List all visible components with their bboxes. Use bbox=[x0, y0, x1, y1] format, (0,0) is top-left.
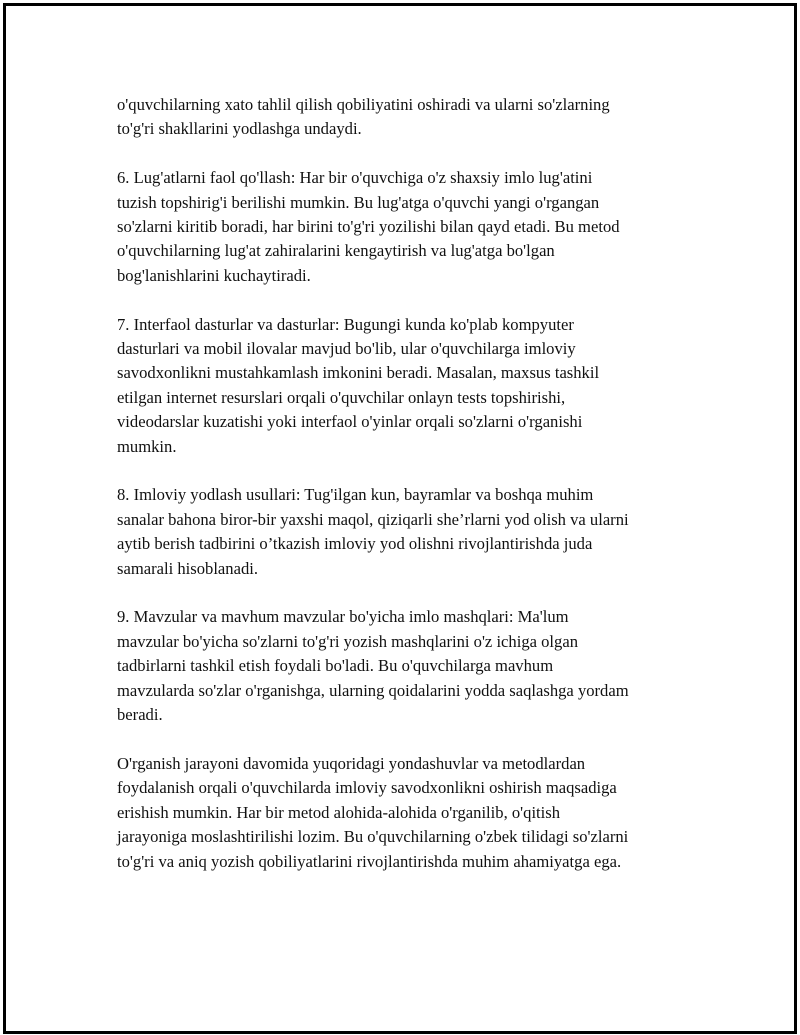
document-body bbox=[117, 93, 697, 898]
paragraph-continuation: o'quvchilarning xato tahlil qilish qobiliyatini oshiradi va ularni so'zlarning to'g'ri shakllarini yodlashga undaydi. bbox=[117, 95, 610, 139]
paragraph-item-6: 6. Lug'atlarni faol qo'llash: Har bir o'quvchiga o'z shaxsiy imlo lug'atini tuzish topshirig'i berilishi mumkin. Bu lug'atga o'quvchi yangi o'rgangan so'zlarni kiritib boradi, har birini to'g'ri yozilishi bilan qayd etadi. Bu metod o'quvchilarning lug'at zahiralarini kengaytirish va lug'atga bo'lgan bog'lanishlarini kuchaytiradi. bbox=[117, 168, 620, 285]
paragraph-item-8: 8. Imloviy yodlash usullari: Tug'ilgan kun, bayramlar va boshqa muhim sanalar bahona biror-bir yaxshi maqol, qiziqarli she’rlarni yod olish va ularni aytib berish tadbirini o’tkazish imloviy yod olishni rivojlantirishda juda samarali hisoblanadi. bbox=[117, 485, 629, 578]
paragraph-item-7: 7. Interfaol dasturlar va dasturlar: Bugungi kunda ko'plab kompyuter dasturlari va mobil ilovalar mavjud bo'lib, ular o'quvchilarga imloviy savodxonlikni mustahkamlash imkonini beradi. Masalan, maxsus tashkil etilgan internet resurslari orqali o'quvchilar onlayn tests topshirishi, videodarslar kuzatishi yoki interfaol o'yinlar orqali so'zlarni o'rganishi mumkin. bbox=[117, 314, 600, 456]
paragraph-item-9: 9. Mavzular va mavhum mavzular bo'yicha imlo mashqlari: Ma'lum mavzular bo'yicha so'zlarni to'g'ri yozish mashqlarini o'z ichiga olgan tadbirlarni tashkil etish foydali bo'ladi. Bu o'quvchilarga mavhum mavzularda so'zlar o'rganishga, ularning qoidalarini yodda saqlashga yordam beradi. bbox=[117, 607, 629, 725]
paragraph-conclusion: O'rganish jarayoni davomida yuqoridagi yondashuvlar va metodlardan foydalanish orqali o'quvchilarda imloviy savodxonlikni oshirish maqsadiga erishish mumkin. Har bir metod alohida-alohida o'rganilib, o'qitish jarayoniga moslashtirilishi lozim. Bu o'quvchilarning o'zbek tilidagi so'zlarni to'g'ri va aniq yozish qobiliyatlarini rivojlantirishda muhim ahamiyatga ega. bbox=[117, 753, 629, 871]
